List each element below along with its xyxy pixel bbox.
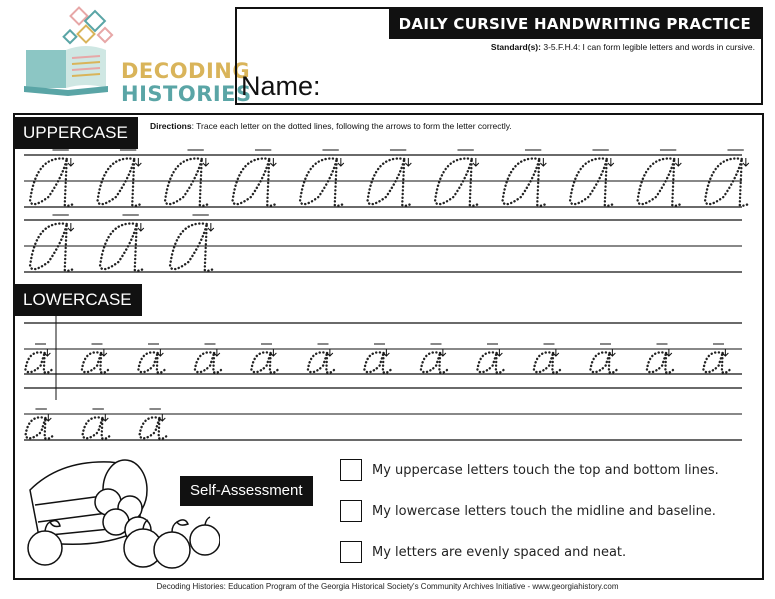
directions-text: : Trace each letter on the dotted lines, following the arrows to form the letter correctly. bbox=[191, 121, 512, 131]
header-box bbox=[235, 7, 763, 105]
directions bbox=[150, 121, 512, 131]
uppercase-label: UPPERCASE bbox=[13, 117, 138, 149]
checkbox-icon[interactable] bbox=[340, 500, 362, 522]
apple-basket-illustration bbox=[20, 450, 220, 575]
logo-text-decoding: DECODING bbox=[121, 59, 251, 83]
check-text-1: My uppercase letters touch the top and bottom lines. bbox=[372, 462, 719, 478]
standard-line bbox=[491, 42, 755, 52]
standard-text: 3-5.F.H.4: I can form legible letters and words in cursive. bbox=[543, 42, 755, 52]
check-row-2[interactable] bbox=[340, 500, 716, 522]
footer: Decoding Histories: Education Program of the Georgia Historical Society's Community Archives Initiative - www.georgiahistory.com bbox=[156, 582, 619, 591]
standard-label: Standard(s): bbox=[490, 42, 541, 52]
directions-label: Directions bbox=[150, 121, 192, 131]
check-row-1[interactable] bbox=[340, 459, 719, 481]
checkbox-icon[interactable] bbox=[340, 541, 362, 563]
self-assessment-label: Self-Assessment bbox=[180, 476, 313, 506]
lowercase-label: LOWERCASE bbox=[13, 284, 142, 316]
check-text-2: My lowercase letters touch the midline and baseline. bbox=[372, 503, 716, 519]
check-text-3: My letters are evenly spaced and neat. bbox=[372, 544, 627, 560]
diamond-pattern-icon bbox=[64, 8, 112, 44]
check-row-3[interactable] bbox=[340, 541, 626, 563]
name-label: Name: bbox=[241, 71, 321, 101]
checkbox-icon[interactable] bbox=[340, 459, 362, 481]
decoding-histories-logo bbox=[18, 6, 252, 106]
logo-text-histories: HISTORIES bbox=[121, 82, 252, 106]
worksheet-title: DAILY CURSIVE HANDWRITING PRACTICE bbox=[389, 9, 761, 39]
